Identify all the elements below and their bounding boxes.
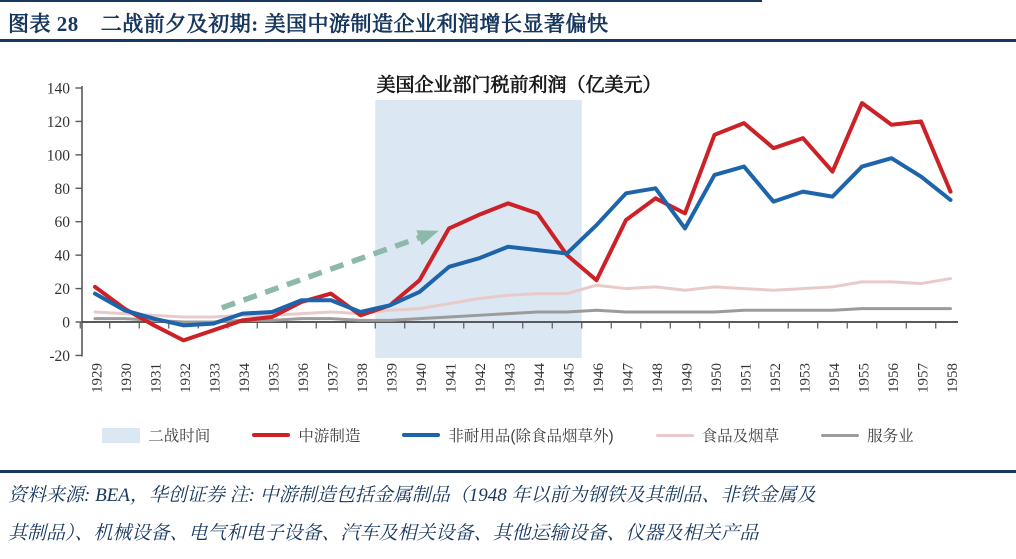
chart-legend [60, 424, 956, 446]
legend-swatch-line [821, 434, 859, 437]
x-tick-label: 1954 [827, 363, 843, 393]
legend-item-4 [821, 424, 914, 446]
x-tick-label: 1932 [178, 363, 194, 393]
figure-label: 图表 28 [8, 12, 79, 36]
x-tick-label: 1945 [561, 363, 578, 393]
x-tick-label: 1937 [325, 363, 342, 393]
x-tick-label: 1956 [886, 363, 902, 393]
y-tick-label: 140 [46, 80, 70, 98]
x-tick-label: 1940 [414, 363, 430, 393]
legend-label: 中游制造 [298, 428, 361, 445]
x-tick-label: 1929 [89, 363, 106, 393]
legend-swatch-line [252, 433, 290, 437]
x-tick-label: 1936 [296, 363, 312, 393]
y-tick-label: 60 [54, 214, 70, 232]
x-tick-label: 1946 [591, 363, 607, 393]
y-tick-label: 0 [62, 314, 70, 332]
x-tick-label: 1952 [768, 363, 784, 393]
source-note-line2: 其制品）、机械设备、电气和电子设备、汽车及相关设备、其他运输设备、仪器及相关产品 [8, 523, 759, 544]
legend-item-3 [656, 424, 780, 446]
x-tick-label: 1938 [355, 363, 371, 393]
x-tick-label: 1943 [502, 363, 519, 393]
legend-label: 二战时间 [148, 428, 211, 445]
y-tick-label: -20 [49, 347, 70, 365]
x-tick-label: 1951 [738, 363, 755, 393]
x-tick-label: 1955 [856, 363, 873, 393]
x-tick-label: 1947 [620, 363, 637, 393]
legend-item-2 [402, 424, 613, 446]
x-tick-label: 1931 [148, 363, 165, 393]
footer-rule [0, 470, 1016, 473]
x-tick-label: 1930 [119, 363, 135, 393]
x-tick-label: 1935 [266, 363, 283, 393]
x-tick-label: 1953 [797, 363, 814, 393]
y-tick-label: 120 [46, 113, 70, 131]
x-tick-label: 1939 [384, 363, 401, 393]
source-note [8, 477, 1008, 553]
source-note-line1: 资料来源: BEA，华创证券 注: 中游制造包括金属制品（1948 年以前为钢铁及其制品、非铁金属及 [8, 485, 816, 506]
y-tick-label: 40 [54, 247, 70, 265]
x-tick-label: 1933 [207, 363, 224, 393]
y-tick-label: 100 [46, 147, 70, 165]
legend-item-0 [102, 424, 210, 446]
y-tick-label: 80 [54, 180, 70, 198]
legend-item-1 [252, 424, 360, 446]
figure-title: 二战前夕及初期: 美国中游制造企业利润增长显著偏快 [100, 12, 609, 36]
x-tick-label: 1944 [532, 363, 548, 393]
x-tick-label: 1949 [679, 363, 696, 393]
legend-label: 食品及烟草 [701, 428, 780, 445]
x-tick-label: 1950 [709, 363, 725, 393]
x-tick-label: 1942 [473, 363, 489, 393]
x-tick-label: 1957 [915, 363, 932, 393]
x-tick-label: 1948 [650, 363, 666, 393]
x-tick-label: 1958 [945, 363, 961, 393]
x-tick-label: 1934 [237, 363, 253, 393]
y-tick-label: 20 [54, 281, 70, 299]
legend-label: 服务业 [867, 428, 914, 445]
chart-title: 美国企业部门税前利润（亿美元） [376, 75, 662, 96]
legend-swatch-line [402, 433, 440, 437]
legend-label: 非耐用品(除食品烟草外) [448, 428, 614, 445]
legend-swatch-line [656, 434, 694, 437]
x-tick-label: 1941 [443, 363, 460, 393]
legend-swatch-box [102, 428, 140, 443]
